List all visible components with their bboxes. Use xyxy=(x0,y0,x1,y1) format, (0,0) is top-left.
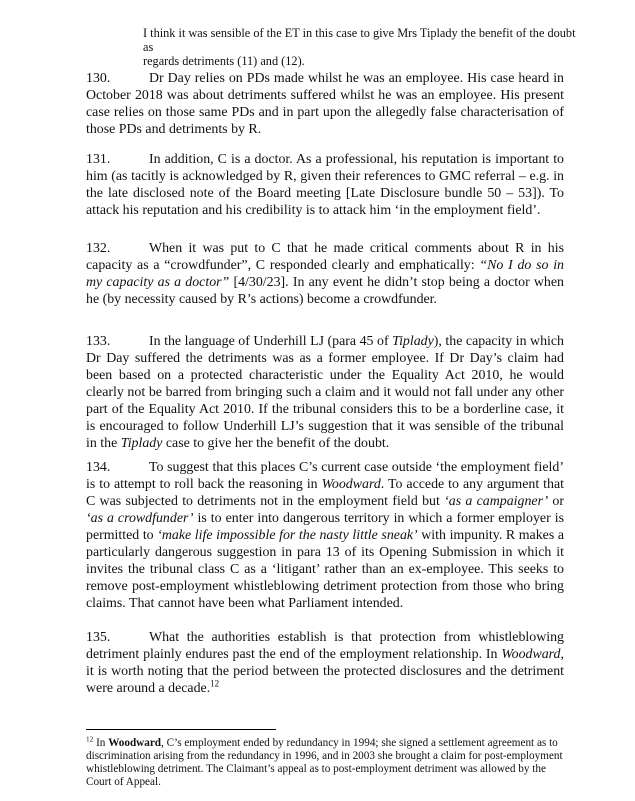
witness-quote: “No I do so in my capacity as a doctor” xyxy=(86,258,565,290)
paragraph-text: case to give her the benefit of the doubt. xyxy=(162,436,390,451)
quote-line-1: I think it was sensible of the ET in this case to give Mrs Tiplady the benefit of the doubt as xyxy=(143,26,576,54)
case-name: Woodward xyxy=(321,477,381,492)
paragraph-133 xyxy=(86,333,564,452)
footnote-reference[interactable]: 12 xyxy=(210,678,220,689)
paragraph-text: with impunity. R makes a particularly dangerous suggestion in para 13 of its Opening Submission in which it invites the tribunal class C as a ‘litigant’ rather than an ex-employee. This seeks to remove post-employment whistleblowing detriment protection from those who bring claims. That cannot have been what Parliament intended. xyxy=(86,528,564,611)
paragraph-number: 132. xyxy=(86,241,111,256)
paragraph-text: In addition, C is a doctor. As a professional, his reputation is important to him (as tacitly is acknowledged by R, given their references to GMC referral – e.g. in the late disclosed note of the Board meeting [Late Disclosure bundle 50 – 53]). To attack his reputation and his credibility is to attack him ‘in the employment field’. xyxy=(86,152,564,218)
quoted-extract xyxy=(143,26,583,68)
paragraph-text: In the language of Underhill LJ (para 45 of xyxy=(149,334,393,349)
case-name: Woodward xyxy=(108,737,162,749)
footnote-12 xyxy=(86,737,564,789)
paragraph-number: 135. xyxy=(86,630,111,645)
footnote-text: , C’s employment ended by redundancy in 1994; she signed a settlement agreement as to discrimination arising from the redundancy in 1996, and in 2003 she brought a claim for post-employment whistleblowing detriment. The Claimant’s appeal as to post-employment detriment was allowed by the Court of Appeal. xyxy=(86,737,563,788)
case-name: Woodward xyxy=(501,647,561,662)
paragraph-text: Dr Day relies on PDs made whilst he was an employee. His case heard in October 2018 was about detriments suffered whilst he was an employee. His present case relies on those same PDs and in part upon the allegedly false characterisation of those PDs and detriments by R. xyxy=(86,71,564,137)
paragraph-text: is to enter into dangerous territory in which a former employer is permitted to xyxy=(86,511,564,543)
paragraph-text: When it was put to C that he made critical comments about R in his capacity as a “crowdfunder”, C responded clearly and emphatically: xyxy=(86,241,564,273)
quoted-phrase: ‘as a crowdfunder’ xyxy=(86,511,194,526)
paragraph-text: or xyxy=(548,494,564,509)
footnote-mark: 12 xyxy=(86,735,94,744)
paragraph-131 xyxy=(86,151,564,219)
paragraph-text: ), the capacity in which Dr Day suffered the detriments was as a former employee. If Dr Day’s claim had been based on a protected characteristic under the Equality Act 2010, he would clearly not be barred from bringing such a claim and it would not fall under any other part of the Equality Act 2010. If the tribunal considers this to be a borderline case, it is encouraged to follow Underhill LJ’s suggestion that it was sensible of the tribunal in the xyxy=(86,334,564,451)
paragraph-132 xyxy=(86,240,564,308)
paragraph-number: 133. xyxy=(86,334,111,349)
paragraph-text: . To accede to any argument that C was subjected to detriments not in the employment field but xyxy=(86,477,564,509)
paragraph-number: 134. xyxy=(86,460,111,475)
paragraph-number: 130. xyxy=(86,71,111,86)
quoted-phrase: ‘as a campaigner’ xyxy=(444,494,549,509)
footnote-divider xyxy=(86,729,276,730)
paragraph-text: , it is worth noting that the period between the protected disclosures and the detriment were around a decade. xyxy=(86,647,564,696)
paragraph-number: 131. xyxy=(86,152,111,167)
quoted-phrase: ‘make life impossible for the nasty little sneak’ xyxy=(157,528,418,543)
quote-line-2: regards detriments (11) and (12). xyxy=(143,54,305,68)
paragraph-130 xyxy=(86,70,564,138)
footnote-text: In xyxy=(93,737,109,749)
paragraph-134 xyxy=(86,459,564,612)
paragraph-text: What the authorities establish is that protection from whistleblowing detriment plainly endures past the end of the employment relationship. In xyxy=(86,630,564,662)
paragraph-text-end: [4/30/23]. In any event he didn’t stop being a doctor when he (by necessity caused by R’s actions) become a crowdfunder. xyxy=(86,275,564,307)
case-name: Tiplady xyxy=(392,334,434,349)
paragraph-135 xyxy=(86,629,564,697)
case-name: Tiplady xyxy=(120,436,163,451)
paragraph-text: To suggest that this places C’s current case outside ‘the employment field’ is to attempt to roll back the reasoning in xyxy=(86,460,564,492)
